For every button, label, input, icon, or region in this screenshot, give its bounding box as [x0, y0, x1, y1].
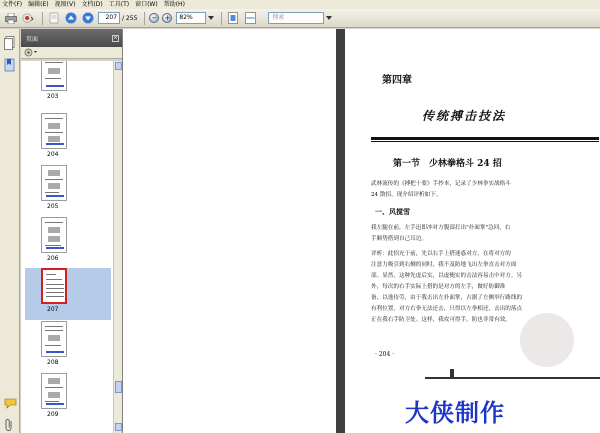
chapter-title: 传统搏击技法 — [422, 109, 507, 123]
scrollbar-thumb[interactable] — [115, 381, 122, 393]
page-thumbnail[interactable] — [33, 373, 103, 425]
page-thumbnail[interactable] — [33, 165, 103, 217]
section-heading: 第一节 少林拳格斗 24 招 — [393, 159, 502, 169]
navigation-strip — [0, 29, 20, 433]
menu-help[interactable]: 帮助(H) — [163, 1, 185, 8]
prev-page-icon[interactable] — [64, 11, 78, 25]
document-area[interactable] — [123, 29, 600, 433]
page-thumbnail[interactable] — [33, 217, 103, 269]
menu-document[interactable]: 文档(D) — [81, 1, 103, 8]
page-thumbnails — [21, 61, 113, 433]
hand-tool-icon[interactable] — [47, 11, 61, 25]
chevron-down-icon[interactable] — [207, 11, 214, 25]
scroll-down-icon[interactable] — [115, 423, 122, 431]
watermark-stamp — [512, 305, 581, 374]
thumbnail-image — [41, 217, 67, 253]
panel-header — [21, 29, 122, 47]
page-thumbnail-selected[interactable] — [25, 268, 111, 320]
body-line: 备，以逸待劳，由于我击出左扑面掌，占据了左侧举行路线的 — [371, 295, 523, 301]
intro-line: 24 散招，现介绍评析如下。 — [371, 192, 442, 198]
menu-file[interactable]: 文件(F) — [2, 1, 23, 8]
body-line: 有利位置，对方右拳无法还击，只得以左拳相还，击出的落点 — [371, 306, 523, 312]
toolbar-separator — [42, 12, 43, 25]
zoom-out-icon[interactable]: − — [149, 13, 159, 23]
previous-page-view — [123, 29, 336, 433]
subheading: 一、风搅雪 — [375, 207, 410, 216]
fit-width-icon[interactable] — [243, 11, 257, 25]
page-label: 206 — [47, 255, 59, 262]
search-dropdown-icon[interactable] — [325, 11, 332, 25]
body-line: 外，每次的右手实际上搭的是对方的左手，做好防御准 — [371, 284, 506, 290]
print-icon[interactable] — [4, 11, 18, 25]
toolbar — [0, 9, 600, 28]
next-page-icon[interactable] — [81, 11, 95, 25]
panel-options — [21, 47, 122, 59]
page-total: / 255 — [122, 14, 138, 22]
pages-icon[interactable] — [4, 35, 16, 47]
page-label: 204 — [47, 151, 59, 158]
comments-icon[interactable] — [4, 395, 16, 407]
thumbnail-image — [41, 373, 67, 409]
zoom-in-icon[interactable]: + — [162, 13, 172, 23]
watermark-text: 大侠制作 — [405, 399, 505, 427]
chapter-number: 第四章 — [382, 75, 412, 86]
bookmarks-icon[interactable] — [4, 57, 16, 69]
options-gear-icon[interactable] — [24, 48, 38, 57]
pages-panel — [21, 29, 123, 433]
body-line: 正在我右手防卫处。这样，我攻可得手，防也非常有效。 — [371, 317, 511, 323]
page-thumbnail[interactable] — [33, 113, 103, 165]
body-line: 部。显然，这种先虚后实，以虚掩实的击法容易击中对方。另 — [371, 273, 523, 279]
intro-line: 武林流传的《搏把十要》手抄本，记录了少林拳实战格斗 — [371, 181, 511, 187]
menu-tools[interactable]: 工具(T) — [108, 1, 130, 8]
page-thumbnail[interactable] — [33, 61, 103, 107]
body-line: 手顺势搭到自己耳边。 — [371, 236, 427, 242]
attachments-icon[interactable] — [4, 417, 16, 429]
page-number: · 204 · — [375, 351, 395, 358]
search-input[interactable]: 搜索 — [268, 12, 324, 24]
fit-page-icon[interactable] — [226, 11, 240, 25]
current-page-view — [345, 29, 600, 433]
thumbnail-image — [41, 61, 67, 91]
page-label: 205 — [47, 203, 59, 210]
scroll-up-icon[interactable] — [115, 62, 122, 70]
thumbnail-image — [41, 321, 67, 357]
toolbar-separator — [221, 12, 222, 25]
panel-title: 页面 — [26, 35, 39, 43]
page-thumbnail[interactable] — [33, 321, 103, 373]
menu-view[interactable]: 视图(V) — [54, 1, 76, 8]
body-line: 评析：此招充于前，先以右手上搭迷惑对方，在将对方的 — [371, 251, 511, 257]
body-line: 我左腿在前，左手迅即冲对方腹部打出"扑面掌"急回，右 — [371, 225, 511, 231]
decorative-line — [425, 377, 600, 379]
thumbnail-image — [41, 113, 67, 149]
close-icon[interactable]: × — [113, 34, 118, 41]
body-line: 注意力吸引到右侧的同时，我不及防地飞出左拳直击对方面 — [371, 262, 517, 268]
title-rule — [371, 137, 599, 140]
page-label: 209 — [47, 411, 59, 418]
menu-bar — [0, 0, 600, 9]
thumbnail-image — [41, 165, 67, 201]
thumbnail-image — [41, 268, 67, 304]
menu-edit[interactable]: 编辑(E) — [28, 1, 49, 8]
page-number-input[interactable]: 207 — [98, 12, 120, 24]
email-attach-icon[interactable] — [21, 11, 35, 25]
page-label: 203 — [47, 93, 59, 100]
toolbar-separator — [144, 12, 145, 25]
title-rule-thin — [371, 141, 599, 142]
thumbnails-scrollbar[interactable] — [113, 61, 122, 433]
page-label: 207 — [47, 306, 59, 313]
menu-window[interactable]: 窗口(W) — [135, 1, 158, 8]
zoom-level-input[interactable]: 82% — [176, 12, 206, 24]
page-label: 208 — [47, 359, 59, 366]
